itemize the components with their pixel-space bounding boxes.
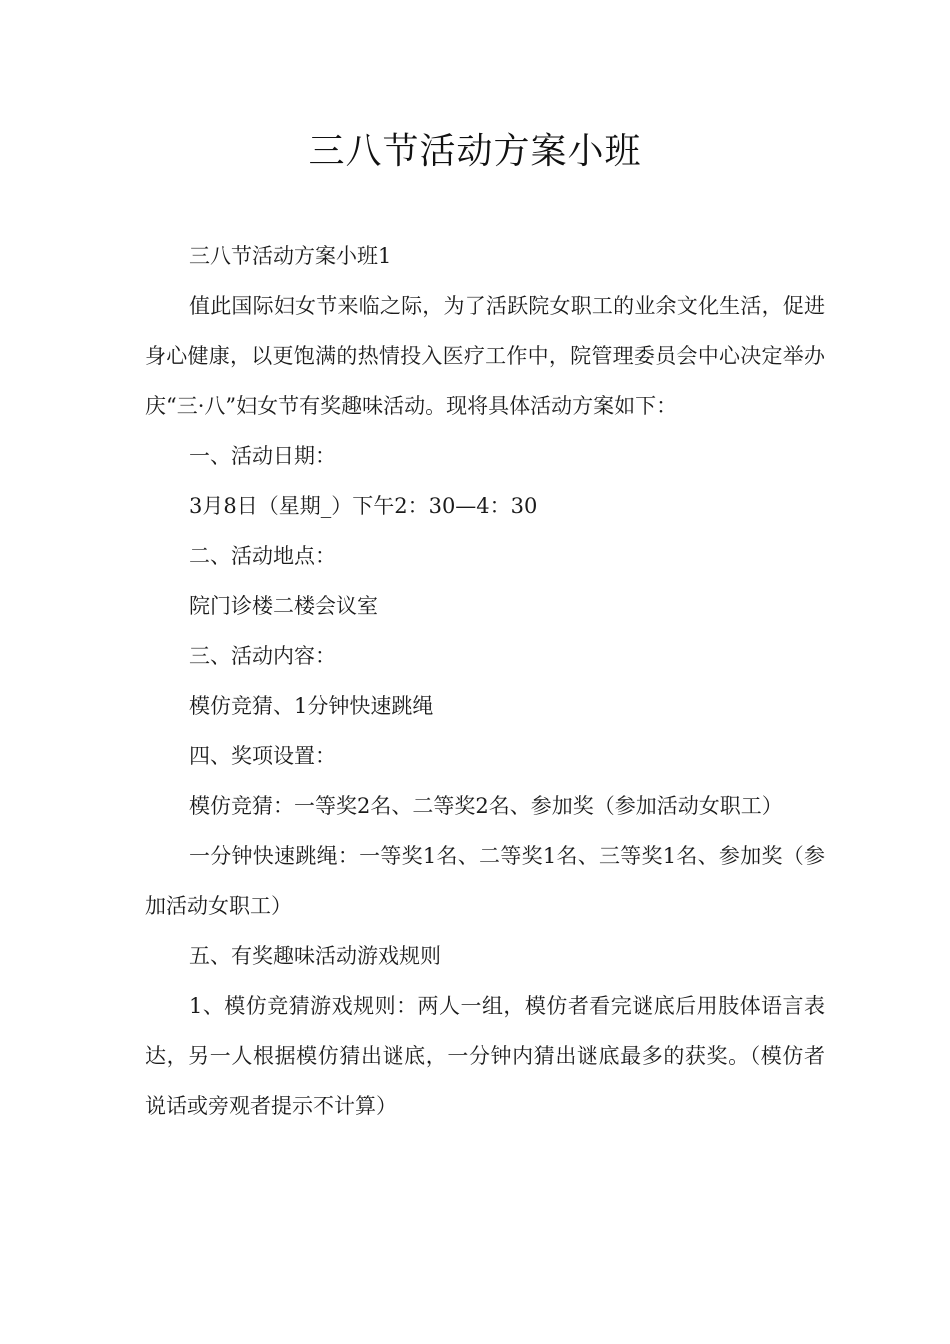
section-date-heading: 一、活动日期： [189, 444, 336, 468]
paragraph-heading-1: 三八节活动方案小班1 [189, 244, 392, 268]
section-location-value: 院门诊楼二楼会议室 [189, 594, 378, 618]
section-location-heading: 二、活动地点： [189, 544, 336, 568]
awards-imitation: 模仿竞猜：一等奖2名、二等奖2名、参加奖（参加活动女职工） [189, 794, 783, 818]
section-awards-heading: 四、奖项设置： [189, 744, 336, 768]
paragraph-intro: 值此国际妇女节来临之际，为了活跃院女职工的业余文化生活，促进身心健康，以更饱满的热情投入医疗工作中，院管理委员会中心决定举办庆“三·八”妇女节有奖趣味活动。现将具体活动方案如下： [145, 294, 825, 418]
section-rules-heading: 五、有奖趣味活动游戏规则 [189, 944, 441, 968]
section-content-value: 模仿竞猜、1分钟快速跳绳 [189, 694, 434, 718]
rules-imitation: 1、模仿竞猜游戏规则：两人一组，模仿者看完谜底后用肢体语言表达，另一人根据模仿猜出谜底，一分钟内猜出谜底最多的获奖。（模仿者说话或旁观者提示不计算） [145, 994, 825, 1118]
document-title: 三八节活动方案小班 [308, 131, 642, 172]
awards-jump-rope: 一分钟快速跳绳：一等奖1名、二等奖1名、三等奖1名、参加奖（参加活动女职工） [145, 844, 825, 918]
section-date-value: 3月8日（星期_）下午2：30—4：30 [189, 494, 538, 518]
document-body [145, 231, 825, 1131]
section-content-heading: 三、活动内容： [189, 644, 336, 668]
